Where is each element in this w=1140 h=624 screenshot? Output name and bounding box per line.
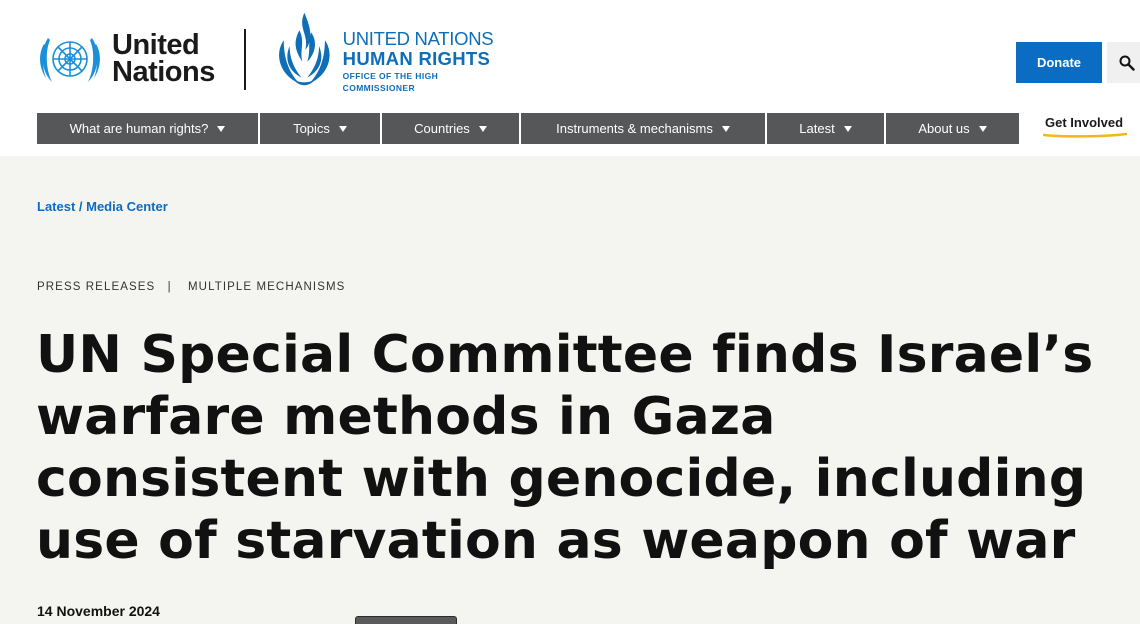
article-categories [37, 281, 345, 293]
search-icon [1119, 55, 1135, 71]
breadcrumb-text[interactable]: Latest / Media Center [37, 199, 168, 214]
main-nav [37, 113, 1021, 144]
flame-emblem-icon [270, 10, 339, 90]
nav-item-latest[interactable] [767, 113, 884, 144]
category-separator: | [167, 281, 172, 293]
caret-down-icon [979, 126, 987, 132]
ohchr-line2: HUMAN RIGHTS [342, 47, 491, 69]
nav-item-label: Countries [414, 121, 470, 136]
caret-down-icon [479, 126, 487, 132]
nav-item-label: Instruments & mechanisms [556, 121, 713, 136]
get-involved-link[interactable]: Get Involved [1045, 115, 1124, 130]
caret-down-icon [339, 126, 347, 132]
article-date: 14 November 2024 [37, 603, 160, 619]
un-emblem-icon [36, 30, 104, 88]
ohchr-line3: OFFICE OF THE HIGH COMMISSIONER [342, 70, 439, 93]
un-wordmark-line2: Nations [112, 56, 215, 88]
nav-item-instruments[interactable] [521, 113, 765, 144]
nav-item-label: Topics [293, 121, 330, 136]
ohchr-logo[interactable] [270, 10, 510, 93]
article-title: UN Special Committee finds Israel’s warfare methods in Gaza consistent with genocide, including use of starvation as weapon of war [36, 325, 1094, 571]
ohchr-line1: UNITED NATIONS [342, 27, 494, 49]
category-press-releases[interactable]: PRESS RELEASES [37, 281, 156, 293]
nav-item-label: About us [918, 121, 970, 136]
category-multiple-mechanisms[interactable]: MULTIPLE MECHANISMS [188, 281, 346, 293]
share-button[interactable] [355, 616, 457, 624]
site-header [0, 0, 1140, 156]
logo-divider [244, 29, 246, 90]
search-button[interactable] [1107, 42, 1140, 83]
caret-down-icon [844, 126, 852, 132]
un-wordmark-line1: United [112, 29, 200, 61]
caret-down-icon [217, 126, 225, 132]
nav-item-topics[interactable] [260, 113, 380, 144]
breadcrumb[interactable] [37, 199, 168, 214]
ohchr-wordmark [343, 29, 510, 94]
caret-down-icon [722, 126, 730, 132]
underline-swoosh-icon [1043, 132, 1127, 138]
article-area [0, 156, 1140, 624]
nav-item-about-us[interactable] [886, 113, 1019, 144]
un-logo[interactable] [36, 29, 226, 89]
nav-item-label: What are human rights? [69, 121, 209, 136]
nav-item-human-rights[interactable] [37, 113, 258, 144]
donate-button[interactable]: Donate [1016, 42, 1102, 83]
nav-item-label: Latest [799, 121, 835, 136]
nav-item-countries[interactable] [382, 113, 519, 144]
un-wordmark [112, 29, 215, 88]
